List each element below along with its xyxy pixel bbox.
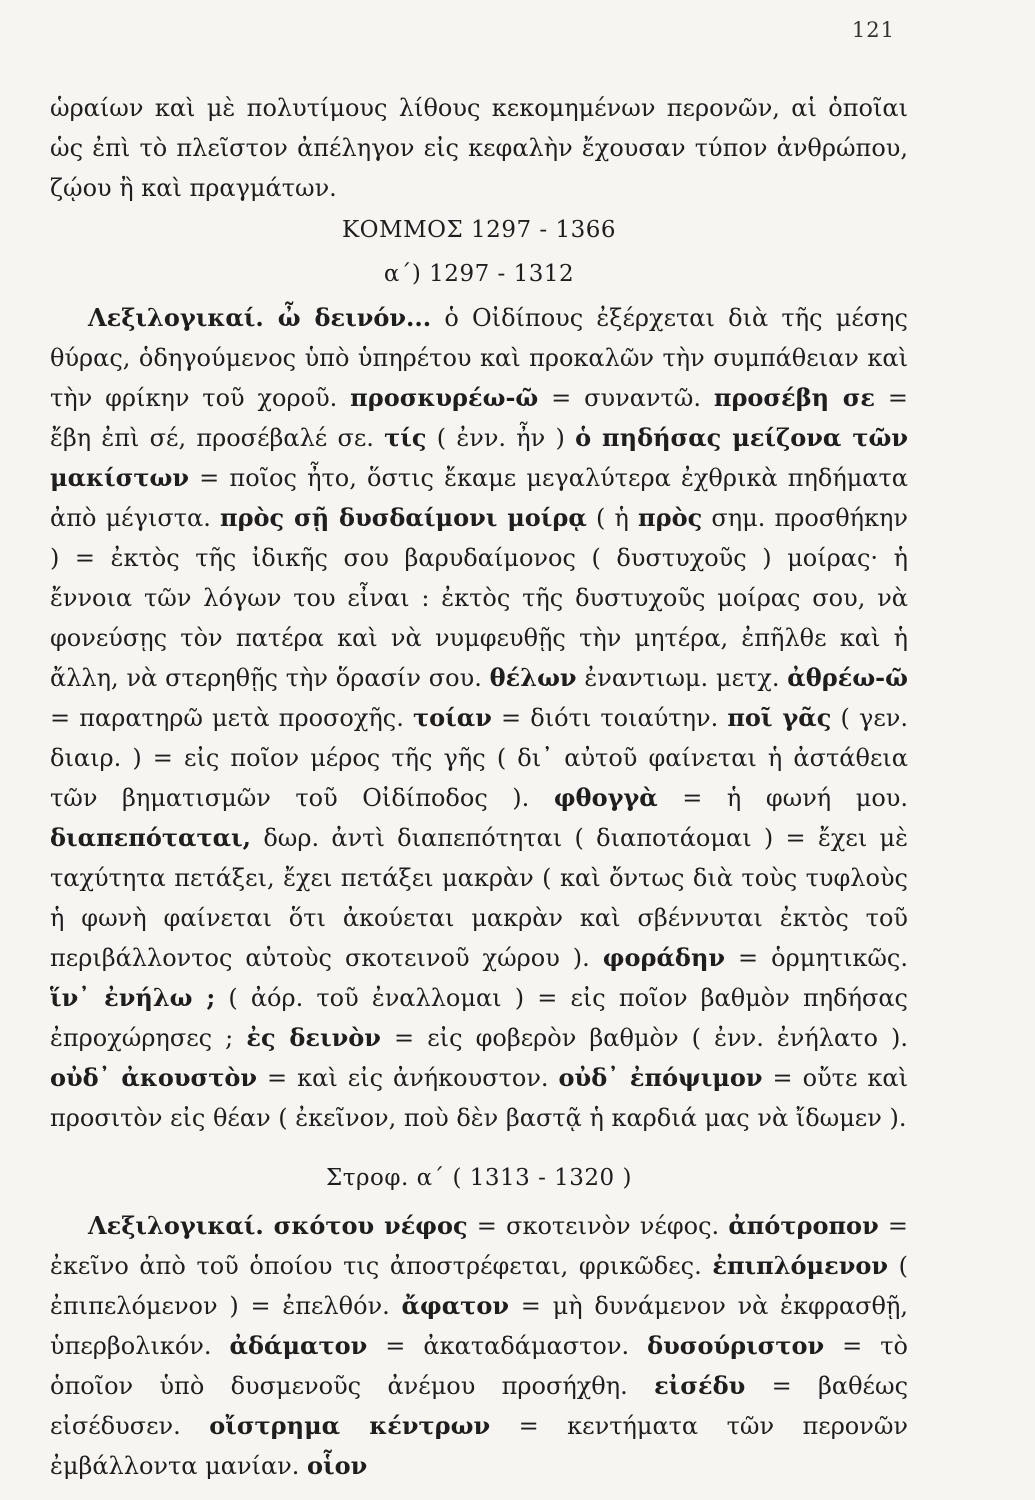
gloss-text: ( ἐνν. ἦν ) [426,424,576,452]
lemma-term: ἐπιπλόμενον [712,1251,889,1280]
gloss-text: = συναντῶ. [538,384,714,412]
gloss-text: = παρατηρῶ μετὰ προσοχῆς. [50,704,413,732]
lemma-term: δυσούριστον [647,1331,825,1360]
gloss-text: ( ἡ [586,504,639,532]
lemma-term: οἴστρημα κέντρων [209,1411,491,1440]
gloss-text: = οὔτε καὶ προσιτὸν εἰς θέαν ( ἐκεῖνον, ποὺ δὲν βαστᾷ ἡ καρδιά μας νὰ ἴδωμεν ). [50,1064,909,1132]
lemma-term: οὐδ᾽ ἀκουστὸν [50,1063,258,1092]
gloss-text: = ὁρμητικῶς. [725,944,908,972]
gloss-text: = διότι τοιαύτην. [491,704,728,732]
gloss-text: = ποῖος ἦτο, ὅστις ἔκαμε μεγαλύτερα ἐχθρικὰ πηδήματα ἀπὸ μέγιστα. [50,464,908,532]
lemma-term: ἐς δεινὸν [246,1023,381,1052]
gloss-text: = βαθέως εἰσέδυσεν. [50,1372,909,1440]
gloss-text: = ἐκεῖνο ἀπὸ τοῦ ὁποίου τις ἀποστρέφεται, φρικῶδες. [50,1212,908,1280]
lemma-term: ποῖ γᾶς [727,703,832,732]
lemma-term: ὁ πηδήσας μείζονα τῶν μακίστων [50,423,908,492]
gloss-text: ( γεν. διαιρ. ) = εἰς ποῖον μέρος τῆς γῆς ( δι᾽ αὐτοῦ φαίνεται ἡ ἀστάθεια τῶν βηματισμῶν τοῦ Οἰδίποδος ). [50,704,908,812]
gloss-text: ὁ Οἰδίπους ἐξέρχεται διὰ τῆς μέσης θύρας, ὁδηγούμενος ὑπὸ ὑπηρέτου καὶ προκαλῶν τὴν συμπάθειαν καὶ τὴν φρίκην τοῦ χοροῦ. [50,304,908,412]
lemma-term: προσκυρέω-ῶ [350,383,539,412]
strophe-heading: Στροφ. α΄ ( 1313 - 1320 ) [326,1165,632,1191]
gloss-text: ( ἀόρ. τοῦ ἐναλλομαι ) = εἰς ποῖον βαθμὸν πηδήσας ἐπροχώρησες ; [50,984,908,1052]
gloss-text: σημ. προσθήκην ) = ἐκτὸς τῆς ἰδικῆς σου βαρυδαίμονος ( δυστυχοῦς ) μοίρας· ἡ ἔννοια τῶν λόγων του εἶναι : ἐκτὸς τῆς δυστυχοῦς μοίρας σου, νὰ φονεύσῃς τὸν πατέρα καὶ νὰ νυμφευθῇς τὴν μητέρα, ἐπῆλθε καὶ ἡ ἄλλη, νὰ στερηθῇς τὴν ὅρασίν σου. [50,504,909,692]
gloss-text: = σκοτεινὸν νέφος. [467,1212,729,1240]
lemma-term: ἀδάματον [229,1331,368,1360]
lemma-term: οὐδ᾽ ἐπόψιμον [558,1063,763,1092]
gloss-text: = εἰς φοβερὸν βαθμὸν ( ἐνν. ἐνήλατο ). [380,1024,909,1052]
section-heading: ΚΟΜΜΟΣ 1297 - 1366 [341,217,617,243]
lemma-term: προσέβη σε [713,383,875,412]
lexical-notes-2 [50,1206,908,1486]
lemma-term: διαπεπόταται, [50,823,252,852]
gloss-text: ἐναντιωμ. μετχ. [576,664,788,692]
lemma-term: οἷον [307,1451,368,1480]
lemma-term: Λεξιλογικαί. σκότου νέφος [88,1211,468,1240]
gloss-text: = ἡ φωνή μου. [657,784,908,812]
lemma-term: ἵν᾽ ἐνήλω ; [50,983,216,1012]
gloss-text: δωρ. ἀντὶ διαπεπότηται ( διαποτάομαι ) = ἔχει μὲ ταχύτητα πετάξει, ἔχει πετάξει μακρὰν ( καὶ ὄντως διὰ τοὺς τυφλοὺς ἡ φωνὴ φαίνεται ὅτι ἀκούεται μακρὰν καὶ σβέννυται ἐκτὸς τοῦ περιβάλλοντος αὐτοὺς σκοτεινοῦ χώρου ). [50,824,908,972]
page-number: 121 [851,18,895,42]
lemma-term: ἀθρέω-ῶ [787,663,908,692]
gloss-text: = ἀκαταδάμαστον. [367,1332,648,1360]
gloss-text: = τὸ ὁποῖον ὑπὸ δυσμενοῦς ἀνέμου προσήχθη. [50,1332,909,1400]
page-body [50,88,908,1486]
lemma-term: ἀπότροπον [728,1211,879,1240]
lexical-notes-1 [50,298,908,1138]
lemma-term: εἰσέδυ [654,1371,746,1400]
lemma-term: θέλων [489,663,577,692]
lemma-term: φοράδην [602,943,726,972]
gloss-text: = κεντήματα τῶν περονῶν ἐμβάλλοντα μανίαν. [50,1412,908,1480]
lemma-term: τίς [384,423,427,452]
subsection-heading: α΄) 1297 - 1312 [383,261,575,287]
lemma-term: πρὸς σῇ δυσδαίμονι μοίρᾳ [220,503,587,532]
gloss-text: = μὴ δυνάμενον νὰ ἐκφρασθῇ, ὑπερβολικόν. [50,1292,908,1360]
gloss-text: = καὶ εἰς ἀνήκουστον. [257,1064,559,1092]
intro-paragraph: ὡραίων καὶ μὲ πολυτίμους λίθους κεκομημένων περονῶν, αἱ ὁποῖαι ὡς ἐπὶ τὸ πλεῖστον ἀπέληγον εἰς κεφαλὴν ἔχουσαν τύπον ἀνθρώπου, ζῴου ἢ καὶ πραγμάτων. [50,94,908,202]
lemma-term: τοίαν [412,703,492,732]
gloss-text: = ἔβη ἐπὶ σέ, προσέβαλέ σε. [50,384,908,452]
lemma-term: πρὸς [638,503,703,532]
lemma-term: φθογγὰ [553,783,658,812]
lemma-term: Λεξιλογικαί. ὦ δεινόν... [88,303,432,332]
gloss-text: ( ἐπιπελόμενον ) = ἐπελθόν. [50,1252,909,1320]
lemma-term: ἄφατον [401,1291,509,1320]
